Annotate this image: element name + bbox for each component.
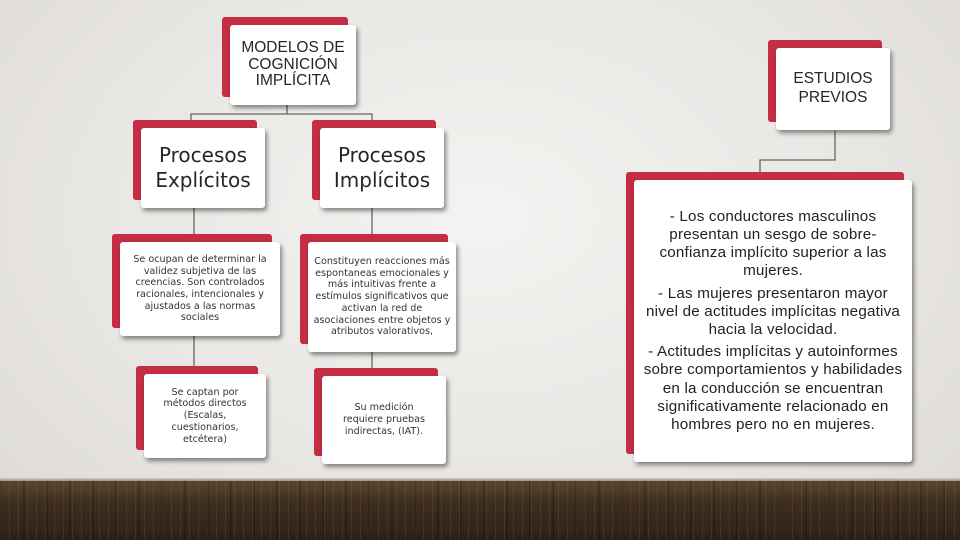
root-node (222, 17, 356, 105)
implicit-measurement-text: Su medición requiere pruebas indirectas, (IAT). (342, 402, 426, 437)
explicit-processes-node (133, 120, 265, 208)
explicit-description-text: Se ocupan de determinar la validez subjetiva de las creencias. Son controlados racionales, intencionales y ajustados a las normas sociales (133, 253, 267, 324)
studies-node-card (776, 48, 890, 130)
studies-title: ESTUDIOS PREVIOS (793, 70, 873, 106)
implicit-description-text: Constituyen reacciones más espontaneas emocionales y más intuitivas frente a estímulos significativos que activan la red de asociaciones entre objetos y atributos valorativos, (313, 256, 451, 338)
implicit-measurement-node (314, 368, 446, 464)
explicit-processes-title: Procesos Explícitos (155, 143, 251, 192)
finding-item: - Los conductores masculinos presentan un sesgo de sobre-confianza implícito superior a las mujeres. (659, 207, 887, 280)
explicit-measurement-text: Se captan por métodos directos (Escalas, cuestionarios, etcétera) (163, 386, 247, 445)
implicit-processes-node (312, 120, 444, 208)
implicit-measurement-card (322, 376, 446, 464)
findings-card (634, 180, 912, 462)
root-node-card (230, 25, 356, 105)
explicit-description-card (120, 242, 280, 336)
explicit-measurement-node (136, 366, 266, 458)
finding-item: - Actitudes implícitas y autoinformes sobre comportamientos y habilidades en la conducción se encuentran significativamente relacionado en hombres pero no en mujeres. (643, 343, 903, 434)
implicit-processes-title: Procesos Implícitos (333, 143, 431, 192)
explicit-measurement-card (144, 374, 266, 458)
implicit-description-card (308, 242, 456, 352)
finding-item: - Las mujeres presentaron mayor nivel de actitudes implícitas negativa hacia la velocidad. (645, 284, 901, 338)
explicit-processes-card (141, 128, 265, 208)
root-title: MODELOS DE COGNICIÓN IMPLÍCITA (241, 39, 345, 90)
findings-node (626, 172, 912, 462)
studies-node (768, 40, 890, 130)
implicit-description-node (300, 234, 456, 352)
implicit-processes-card (320, 128, 444, 208)
connector-studies-findings (760, 131, 835, 174)
explicit-description-node (112, 234, 280, 336)
